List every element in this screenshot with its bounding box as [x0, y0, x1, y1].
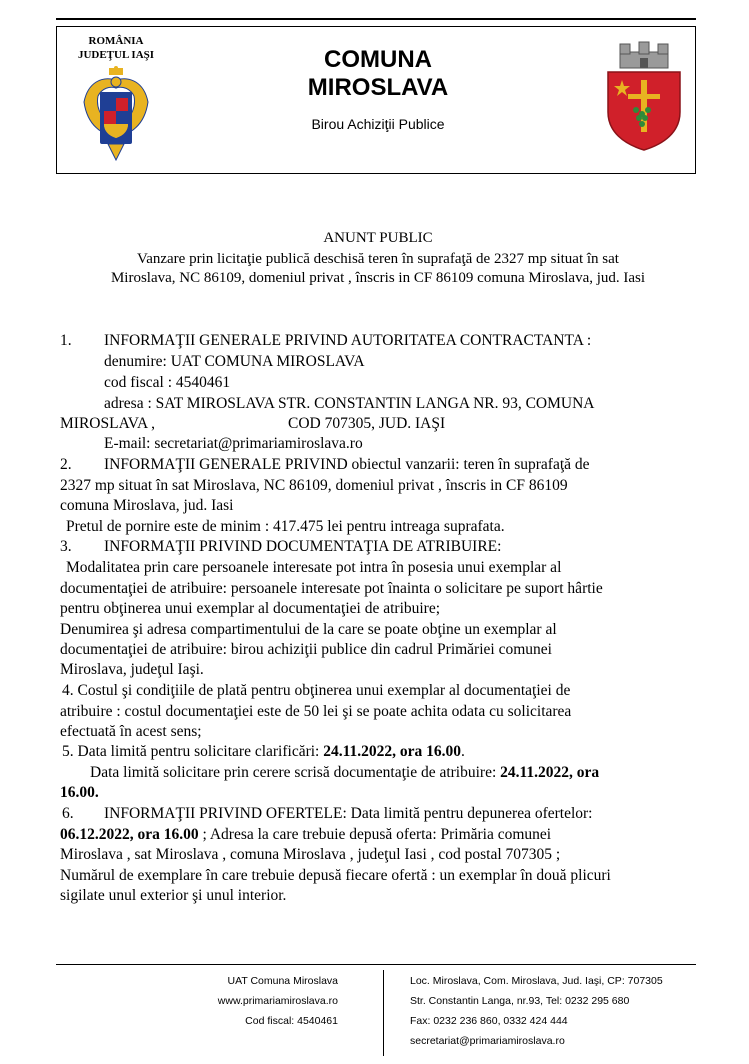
- announcement-subtitle-line-1: Vanzare prin licitaţie publică deschisă teren în suprafaţă de 2327 mp situat în sat: [137, 251, 619, 267]
- documentation-request-deadline-value: 24.11.2022, ora: [500, 764, 600, 781]
- authority-email: E-mail: secretariat@primariamiroslava.ro: [104, 435, 363, 452]
- section-6-line-5: sigilate unul exterior şi unul interior.: [60, 887, 287, 904]
- footer-street-phone: Str. Constantin Langa, nr.93, Tel: 0232 295 680: [410, 995, 630, 1007]
- section-1-number: 1.: [60, 332, 72, 349]
- section-4-line-2: atribuire : costul documentaţiei este de 50 lei şi se poate achita odata cu solicitarea: [60, 703, 572, 720]
- announcement-subtitle-line-2: Miroslava, NC 86109, domeniul privat , înscris in CF 86109 comuna Miroslava, jud. Iasi: [110, 270, 646, 286]
- authority-address-line-1: adresa : SAT MIROSLAVA STR. CONSTANTIN LANGA NR. 93, COMUNA: [104, 395, 595, 412]
- section-6-line-1: INFORMAŢII PRIVIND OFERTELE: Data limită pentru depunerea ofertelor:: [104, 805, 593, 822]
- authority-name: denumire: UAT COMUNA MIROSLAVA: [104, 353, 365, 370]
- section-3-p2-line-2: documentaţiei de atribuire: birou achiziţii publice din cadrul Primăriei comunei: [60, 641, 552, 658]
- authority-tax-code: cod fiscal : 4540461: [104, 374, 231, 391]
- starting-price: Pretul de pornire este de minim : 417.475 lei pentru intreaga suprafata.: [66, 518, 505, 535]
- clarification-deadline-label: 5. Data limită pentru solicitare clarificări:: [62, 743, 324, 760]
- clarification-deadline-end: .: [461, 743, 465, 760]
- documentation-request-deadline-hour: 16.00.: [60, 784, 99, 801]
- offer-address-label: ; Adresa la care trebuie depusă oferta: Primăria comunei: [198, 826, 552, 843]
- clarification-deadline: [62, 742, 465, 762]
- footer-website: www.primariamiroslava.ro: [217, 995, 338, 1007]
- section-3-p1-line-1: Modalitatea prin care persoanele interesate pot intra în posesia unui exemplar al: [66, 559, 562, 576]
- footer-org-name: UAT Comuna Miroslava: [227, 975, 338, 987]
- country-label: ROMÂNIA: [88, 35, 144, 47]
- clarification-deadline-value: 24.11.2022, ora 16.00: [323, 743, 462, 760]
- left-crest-title: [64, 34, 168, 62]
- title-line-1: COMUNA: [324, 46, 432, 73]
- department-subtitle: Birou Achiziţii Publice: [311, 116, 445, 132]
- announcement-subtitle: [56, 250, 700, 288]
- announcement-title: ANUNT PUBLIC: [323, 230, 433, 246]
- section-3-p1-line-3: pentru obţinerea unui exemplar al documentaţiei de atribuire;: [60, 600, 441, 617]
- page-title: [240, 46, 516, 102]
- footer-fax: Fax: 0232 236 860, 0332 424 444: [410, 1015, 568, 1027]
- footer-email: secretariat@primariamiroslava.ro: [410, 1035, 565, 1047]
- title-line-2: MIROSLAVA: [307, 74, 449, 101]
- section-6-number: 6.: [62, 805, 74, 822]
- authority-address-line-2b: COD 707305, JUD. IAŞI: [288, 415, 446, 432]
- footer-tax-code: Cod fiscal: 4540461: [245, 1015, 338, 1027]
- county-label: JUDEŢUL IAŞI: [77, 49, 155, 61]
- romania-coat-of-arms-icon: [82, 66, 150, 162]
- section-2-line-3: comuna Miroslava, jud. Iasi: [60, 497, 234, 514]
- section-3-p1-line-2: documentaţiei de atribuire: persoanele interesate pot înainta o solicitare pe suport hârtie: [60, 580, 603, 597]
- footer-locality: Loc. Miroslava, Com. Miroslava, Jud. Iaşi, CP: 707305: [410, 975, 663, 987]
- offer-deadline-value: 06.12.2022, ora 16.00: [60, 826, 199, 843]
- section-3-number: 3.: [60, 538, 72, 555]
- section-4-line-3: efectuată în acest sens;: [60, 723, 202, 740]
- header-top-rule: [56, 18, 696, 20]
- section-3-p2-line-1: Denumirea şi adresa compartimentului de la care se poate obţine un exemplar al: [60, 621, 557, 638]
- section-6-line-4: Numărul de exemplare în care trebuie depusă fiecare ofertă : un exemplar în două plicuri: [60, 867, 611, 884]
- footer-divider: [56, 964, 696, 965]
- section-2-line-2: 2327 mp situat în sat Miroslava, NC 86109, domeniul privat , înscris in CF 86109: [60, 477, 568, 494]
- section-2-line-1: INFORMAŢII GENERALE PRIVIND obiectul vanzarii: teren în suprafaţă de: [104, 456, 590, 473]
- section-6-line-3: Miroslava , sat Miroslava , comuna Miroslava , judeţul Iasi , cod postal 707305 ;: [60, 846, 561, 863]
- section-6-line-2: [60, 825, 551, 845]
- footer-vertical-divider: [383, 970, 384, 1056]
- section-4-line-1: 4. Costul şi condiţiile de plată pentru obţinerea unui exemplar al documentaţiei de: [62, 682, 571, 699]
- section-3-heading: INFORMAŢII PRIVIND DOCUMENTAŢIA DE ATRIBUIRE:: [104, 538, 502, 555]
- documentation-request-deadline-label: Data limită solicitare prin cerere scrisă documentaţie de atribuire:: [90, 764, 501, 781]
- authority-address-line-2a: MIROSLAVA ,: [60, 415, 156, 432]
- miroslava-coat-of-arms-icon: [602, 40, 686, 152]
- section-2-number: 2.: [60, 456, 72, 473]
- documentation-request-deadline: [90, 763, 599, 783]
- section-3-p2-line-3: Miroslava, judeţul Iaşi.: [60, 661, 204, 678]
- section-1-heading: INFORMAŢII GENERALE PRIVIND AUTORITATEA CONTRACTANTA :: [104, 332, 592, 349]
